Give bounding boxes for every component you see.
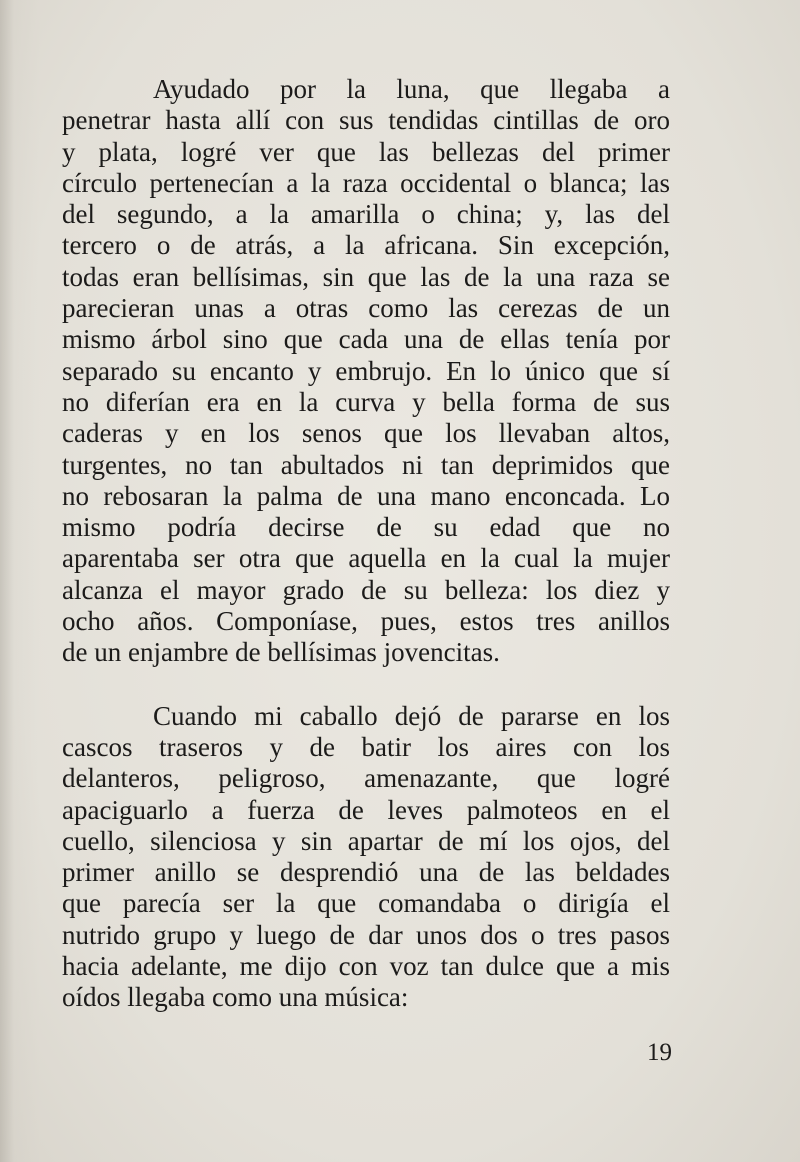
paragraph-spacer [62,669,670,701]
text-line: no diferían era en la curva y bella forma de sus [62,386,670,417]
text-line: Cuando mi caballo dejó de pararse en los [153,700,670,731]
text-line: y plata, logré ver que las bellezas del primer [62,136,670,167]
text-line: ocho años. Componíase, pues, estos tres anillos [62,606,670,637]
text-line: penetrar hasta allí con sus tendidas cintillas de oro [62,105,670,136]
page-number: 19 [647,1039,672,1066]
text-line: caderas y en los senos que los llevaban altos, [62,418,670,449]
paragraph-2 [62,701,670,1014]
text-line: delanteros, peligroso, amenazante, que logré [62,763,670,794]
text-line: cuello, silenciosa y sin apartar de mí los ojos, del [62,825,670,856]
text-line: separado su encanto y embrujo. En lo único que sí [62,355,670,386]
text-line: oídos llegaba como una música: [62,982,409,1013]
text-line: hacia adelante, me dijo con voz tan dulce que a mis [62,951,670,982]
body-text [62,74,670,1014]
text-line: nutrido grupo y luego de dar unos dos o tres pasos [62,919,670,950]
text-line: aparentaba ser otra que aquella en la cual la mujer [62,543,670,574]
text-line: Ayudado por la luna, que llegaba a [153,74,670,104]
text-line: mismo podría decirse de su edad que no [62,512,670,543]
text-line: de un enjambre de bellísimas jovencitas. [62,637,500,668]
paragraph-1 [62,74,670,669]
text-line: alcanza el mayor grado de su belleza: los diez y [62,574,670,605]
text-line: círculo pertenecían a la raza occidental o blanca; las [62,167,670,198]
text-line: cascos traseros y de batir los aires con los [62,731,670,762]
text-line: no rebosaran la palma de una mano enconcada. Lo [62,480,670,511]
text-line: mismo árbol sino que cada una de ellas tenía por [62,324,670,355]
text-line: apaciguarlo a fuerza de leves palmoteos en el [62,794,670,825]
text-line: turgentes, no tan abultados ni tan deprimidos que [62,449,670,480]
text-line: tercero o de atrás, a la africana. Sin excepción, [62,230,670,261]
text-line: parecieran unas a otras como las cerezas de un [62,293,670,324]
text-line: del segundo, a la amarilla o china; y, las del [62,199,670,230]
text-line: que parecía ser la que comandaba o dirigía el [62,888,670,919]
text-line: primer anillo se desprendió una de las beldades [62,857,670,888]
text-line: todas eran bellísimas, sin que las de la una raza se [62,261,670,292]
